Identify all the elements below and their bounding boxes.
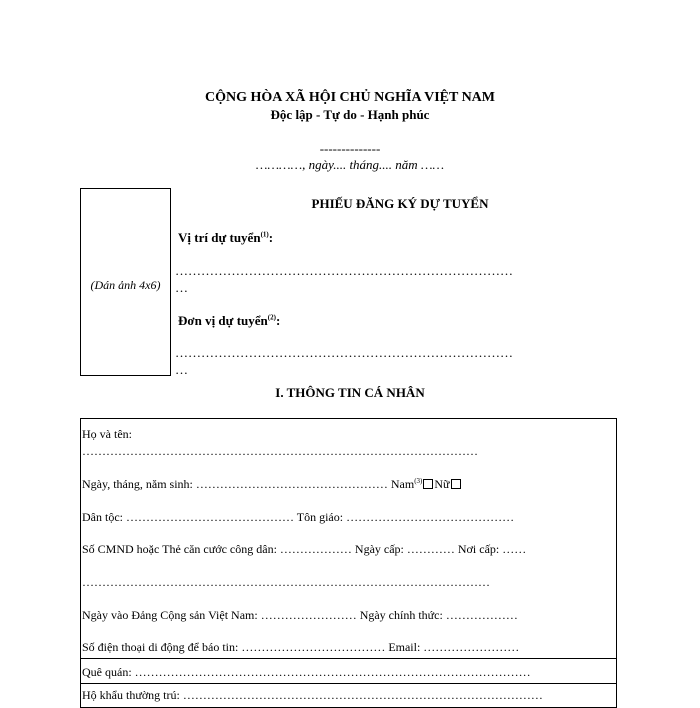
party-join-field[interactable]: Ngày vào Đảng Cộng sản Việt Nam: …………………… Ngày chính thức: ……………… — [82, 608, 518, 622]
unit-footnote: (2) — [267, 313, 276, 322]
nation-title: CỘNG HÒA XÃ HỘI CHỦ NGHĨA VIỆT NAM — [204, 90, 495, 105]
form-title: PHIẾU ĐĂNG KÝ DỰ TUYỂN — [311, 196, 489, 211]
female-checkbox[interactable] — [451, 479, 461, 489]
position-field[interactable]: …………………………………………………………………… — [175, 263, 513, 278]
ethnicity-religion-field[interactable]: Dân tộc: …………………………………… Tôn giáo: …………………………………… — [82, 510, 515, 524]
position-field-tail[interactable]: … — [175, 280, 188, 295]
section-title: I. THÔNG TIN CÁ NHÂN — [275, 385, 425, 400]
gender-footnote: (3) — [414, 477, 423, 485]
id-card-field-cont[interactable]: ………………………………………………………………………………………… — [82, 575, 490, 589]
position-footnote: (1) — [260, 230, 269, 239]
phone-email-field[interactable]: Số điện thoại di động để báo tin: ……………………………… Email: …………………… — [82, 640, 520, 654]
id-card-field[interactable]: Số CMND hoặc Thẻ căn cước công dân: ……………… Ngày cấp: ………… Nơi cấp: …… — [82, 542, 527, 556]
male-checkbox[interactable] — [423, 479, 433, 489]
motto: Độc lập - Tự do - Hạnh phúc — [270, 107, 430, 122]
unit-field[interactable]: …………………………………………………………………… — [175, 345, 513, 360]
dob-gender-row — [82, 477, 462, 492]
position-label: Vị trí dự tuyển$^{(1)}$: — [178, 230, 274, 245]
unit-field-tail[interactable]: … — [175, 362, 188, 377]
hometown-field[interactable]: Quê quán: ……………………………………………………………………………………… — [82, 665, 531, 679]
row-divider — [80, 658, 617, 659]
unit-label: Đơn vị dự tuyển$^{(2)}$: — [178, 313, 281, 328]
full-name-label: Họ và tên: — [82, 427, 132, 441]
dob-field[interactable]: Ngày, tháng, năm sinh: ………………………………………… Nam — [82, 477, 415, 491]
date-line[interactable]: …………, ngày.... tháng.... năm …… — [255, 157, 445, 172]
full-name-field[interactable]: ……………………………………………………………………………………… — [82, 444, 478, 458]
female-label: Nữ — [434, 477, 450, 491]
row-divider — [80, 683, 617, 684]
photo-label: (Dán ảnh 4x6) — [90, 278, 161, 292]
residence-field[interactable]: Hộ khẩu thường trú: ……………………………………………………………………………… — [82, 688, 543, 702]
header-separator: -------------- — [319, 141, 381, 156]
